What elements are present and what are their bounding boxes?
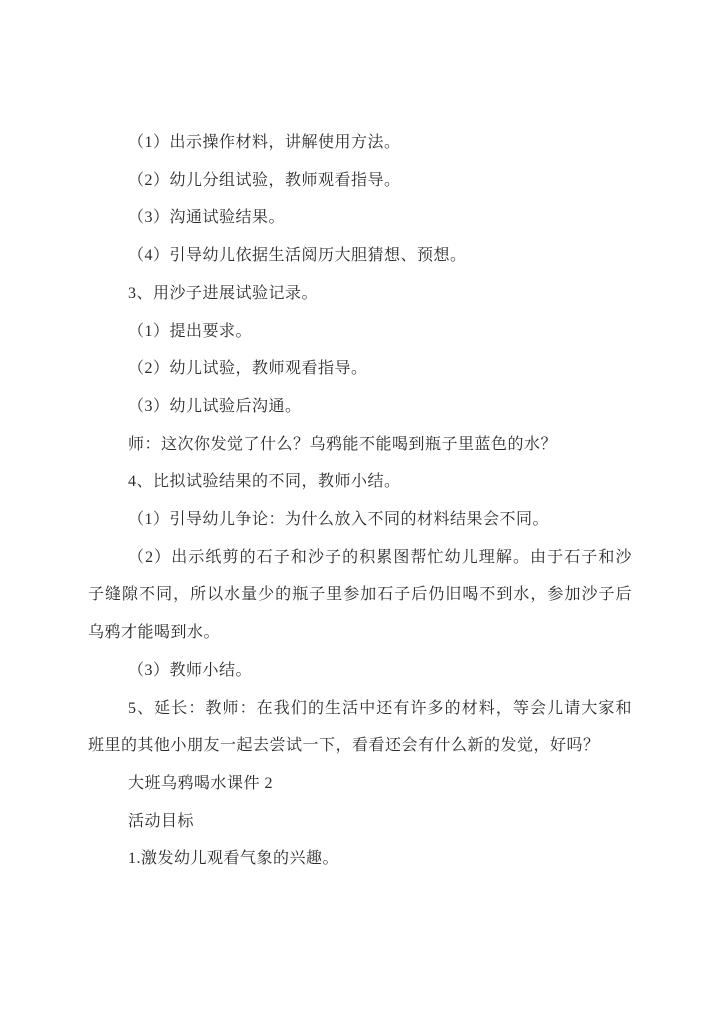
text-line: （1）提出要求。 xyxy=(128,322,253,340)
text-line: 1.激发幼儿观看气象的兴趣。 xyxy=(128,850,340,868)
text-line: （3）沟通试验结果。 xyxy=(128,209,286,227)
text-line: （3）教师小结。 xyxy=(128,661,253,679)
heading-activity-goals: 活动目标 xyxy=(128,812,195,830)
text-line: （1）出示操作材料，讲解使用方法。 xyxy=(128,134,401,151)
document-text-body xyxy=(88,124,632,878)
text-line: （2）出示纸剪的石子和沙子的积累图帮忙幼儿理解。由于石子和沙 xyxy=(128,548,632,566)
text-line: 5、延长：教师：在我们的生活中还有许多的材料，等会儿请大家和 xyxy=(128,699,632,717)
text-line: （3）幼儿试验后沟通。 xyxy=(128,397,302,415)
text-line: （2）幼儿分组试验，教师观看指导。 xyxy=(128,171,401,189)
text-line: 3、用沙子进展试验记录。 xyxy=(128,284,319,302)
text-line: （4）引导幼儿依据生活阅历大胆猜想、预想。 xyxy=(128,247,467,265)
text-line: 班里的其他小朋友一起去尝试一下，看看还会有什么新的发觉，好吗？ xyxy=(88,737,600,755)
text-line: （2）幼儿试验，教师观看指导。 xyxy=(128,360,368,378)
teacher-dialog-line: 师：这次你发觉了什么？乌鸦能不能喝到瓶子里蓝色的水？ xyxy=(128,435,558,453)
text-line: 子缝隙不同，所以水量少的瓶子里参加石子后仍旧喝不到水，参加沙子后 xyxy=(88,586,632,604)
text-line: （1）引导幼儿争论：为什么放入不同的材料结果会不同。 xyxy=(128,511,550,529)
text-line: 乌鸦才能喝到水。 xyxy=(88,624,221,642)
heading-courseware-2: 大班乌鸦喝水课件 2 xyxy=(128,774,274,792)
text-line: 4、比拟试验结果的不同，教师小结。 xyxy=(128,473,401,491)
